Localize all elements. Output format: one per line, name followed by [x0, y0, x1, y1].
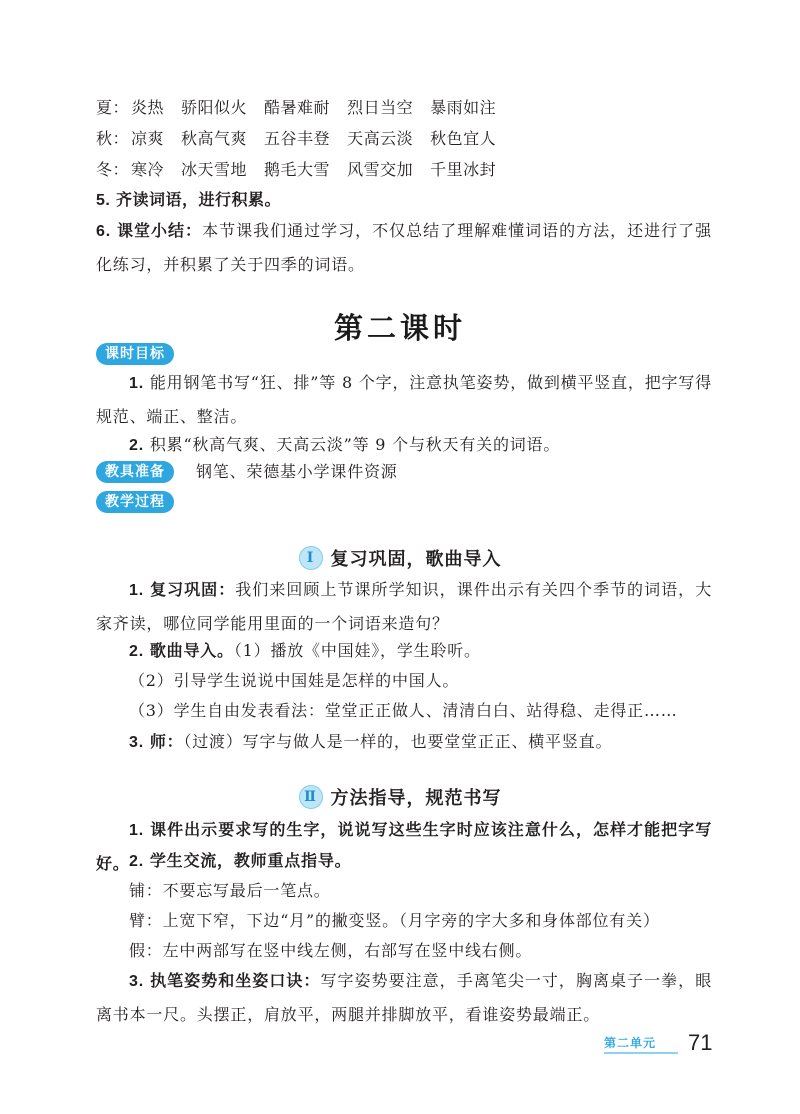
autumn-label: 秋： [96, 129, 130, 148]
section-2-para: 臂：上宽下窄，下边“月”的撇变竖。（月字旁的字大多和身体部位有关） [129, 911, 660, 930]
summer-word: 烈日当空 [347, 98, 414, 117]
step-text: 学生交流，教师重点指导。 [149, 851, 352, 870]
step-number: 1. [129, 822, 144, 839]
section-1-heading [0, 548, 800, 572]
section-1-para [96, 725, 712, 759]
goal-text: 能用钢笔书写“狂、排”等 8 个字，注意执笔姿势，做到横平竖直，把字写得规范、端正、整洁。 [96, 373, 712, 426]
goal-number: 1. [129, 375, 144, 392]
summer-word: 炎热 [131, 98, 165, 117]
goal-number: 2. [129, 437, 144, 454]
goal-item [96, 366, 712, 433]
step-number: 3. [129, 734, 144, 751]
section-2-para [96, 964, 712, 1031]
autumn-word: 五谷丰登 [264, 129, 331, 148]
autumn-word: 天高云淡 [347, 129, 414, 148]
roman-numeral-icon: Ⅱ [299, 785, 323, 809]
summer-word: 骄阳似火 [181, 98, 248, 117]
winter-label: 冬： [96, 160, 130, 179]
autumn-word: 秋高气爽 [181, 129, 248, 148]
tools-tag: 教具准备 [96, 461, 174, 483]
unit-label: 第二单元 [604, 1036, 657, 1050]
goal-text: 积累“秋高气爽、天高云淡”等 9 个与秋天有关的词语。 [149, 435, 561, 454]
step-6-summary [96, 214, 712, 281]
winter-word: 鹅毛大雪 [264, 160, 331, 179]
step-number: 1. [129, 582, 144, 599]
step-5 [96, 190, 281, 211]
page-number: 71 [688, 1030, 713, 1055]
step-text: （1）播放《中国娃》，学生聆听。 [233, 641, 481, 660]
step-number: 2. [129, 643, 144, 660]
section-title: 复习巩固，歌曲导入 [330, 549, 502, 570]
autumn-words-row [96, 129, 513, 149]
roman-numeral-icon: Ⅰ [299, 546, 323, 570]
step-label: 师： [149, 732, 184, 751]
process-tag: 教学过程 [96, 491, 174, 513]
step-label: 执笔姿势和坐姿口诀： [150, 971, 321, 990]
step-number: 6. [96, 223, 111, 240]
summer-word: 酷暑难耐 [264, 98, 331, 117]
autumn-word: 秋色宜人 [430, 129, 497, 148]
section-2-para: 假：左中两部写在竖中线左侧，右部写在竖中线右侧。 [129, 941, 533, 960]
section-1-para [96, 634, 712, 668]
winter-word: 寒冷 [131, 160, 165, 179]
step-number: 3. [129, 973, 144, 990]
step-text: 写字姿势要注意，手离笔尖一寸，胸离桌子一拳，眼离书本一尺。头摆正，肩放平，两腿并排脚放平，看谁姿势最端正。 [96, 971, 712, 1024]
winter-word: 冰天雪地 [181, 160, 248, 179]
step-text: 本节课我们通过学习，不仅总结了理解难懂词语的方法，还进行了强化练习，并积累了关于四季的词语。 [96, 221, 712, 274]
step-label: 课堂小结： [117, 221, 203, 240]
section-1-para: （3）学生自由发表看法：堂堂正正做人、清清白白、站得稳、走得正…… [129, 701, 678, 720]
section-title: 方法指导，规范书写 [330, 788, 502, 809]
step-number: 5. [96, 192, 111, 209]
winter-word: 风雪交加 [347, 160, 414, 179]
step-label: 歌曲导入。 [149, 641, 234, 660]
step-text: 我们来回顾上节课所学知识，课件出示有关四个季节的词语，大家齐读，哪位同学能用里面的一个词语来造句？ [96, 580, 712, 633]
section-1-para: （2）引导学生说说中国娃是怎样的中国人。 [129, 671, 460, 690]
step-text: （过渡）写字与做人是一样的，也要堂堂正正、横平竖直。 [183, 732, 613, 751]
summer-word: 暴雨如注 [430, 98, 497, 117]
goals-tag: 课时目标 [96, 343, 174, 365]
step-text: 齐读词语，进行积累。 [115, 190, 281, 209]
summer-words-row [96, 98, 513, 118]
section-2-para: 铺：不要忘写最后一笔点。 [129, 881, 331, 900]
step-number: 2. [129, 853, 144, 870]
step-label: 复习巩固： [150, 580, 236, 599]
summer-label: 夏： [96, 98, 130, 117]
step-text: 课件出示要求写的生字，说说写这些生字时应该注意什么，怎样才能把字写好。 [96, 820, 712, 873]
section-1-para [96, 573, 712, 640]
winter-word: 千里冰封 [430, 160, 497, 179]
winter-words-row [96, 160, 513, 180]
lesson-title: 第二课时 [333, 311, 466, 345]
section-2-para [96, 844, 712, 878]
goal-item [96, 428, 712, 462]
tools-text: 钢笔、荣德基小学课件资源 [196, 462, 398, 481]
footer-divider [604, 1052, 678, 1054]
section-2-heading [0, 787, 800, 811]
autumn-word: 凉爽 [131, 129, 165, 148]
